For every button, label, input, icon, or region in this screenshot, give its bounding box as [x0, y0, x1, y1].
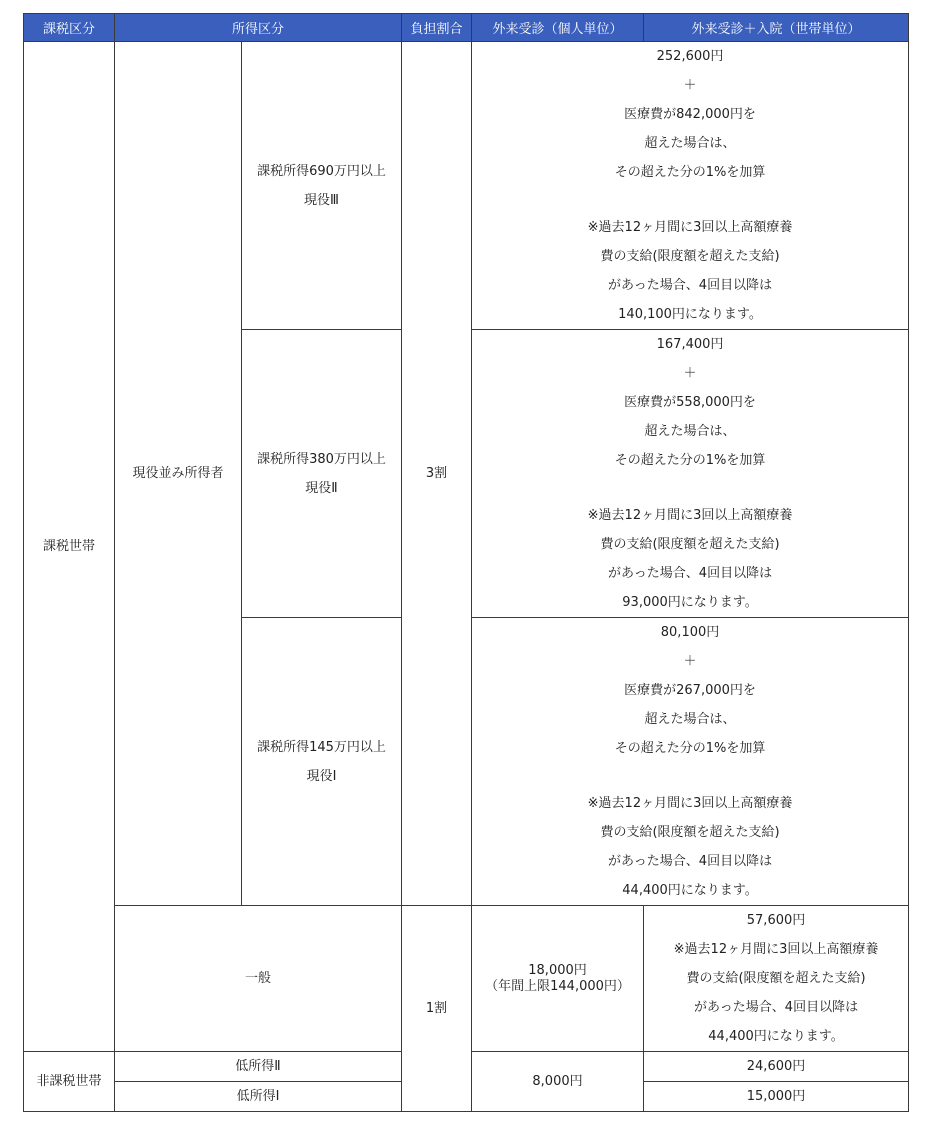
low-income-2-cell: 低所得Ⅱ [115, 1052, 402, 1082]
header-burden-rate: 負担割合 [402, 14, 472, 42]
limit-cell-genyaku-2: 167,400円 ＋ 医療費が558,000円を 超えた場合は、 その超えた分の1%を加算 ※過去12ヶ月間に3回以上高額療養 費の支給(限度額を超えた支給) があった場合、4回目以降は 93,000円になります。 [472, 330, 909, 618]
general-income-cell: 一般 [115, 906, 402, 1052]
income-cell-genyaku-1: 課税所得145万円以上 現役Ⅰ [242, 618, 402, 906]
header-outpatient-individual: 外来受診（個人単位） [472, 14, 644, 42]
general-household-cell: 57,600円 ※過去12ヶ月間に3回以上高額療養 費の支給(限度額を超えた支給) があった場合、4回目以降は 44,400円になります。 [644, 906, 909, 1052]
burden-rate-1-cell: 1割 [402, 906, 472, 1112]
income-cell-genyaku-3: 課税所得690万円以上 現役Ⅲ [242, 42, 402, 330]
low-income-1-cell: 低所得Ⅰ [115, 1082, 402, 1112]
nontaxable-outpatient-cell: 8,000円 [472, 1052, 644, 1112]
low-income-2-household-cell: 24,600円 [644, 1052, 909, 1082]
income-cell-genyaku-2: 課税所得380万円以上 現役Ⅱ [242, 330, 402, 618]
table-row [24, 42, 909, 330]
low-income-1-household-cell: 15,000円 [644, 1082, 909, 1112]
header-tax-category: 課税区分 [24, 14, 115, 42]
genyaku-income-cell: 現役並み所得者 [115, 42, 242, 906]
table-row [24, 906, 909, 1052]
header-income-category: 所得区分 [115, 14, 402, 42]
header-row [24, 14, 909, 42]
general-outpatient-cell: 18,000円 （年間上限144,000円） [472, 906, 644, 1052]
taxable-household-cell: 課税世帯 [24, 42, 115, 1052]
header-outpatient-inpatient-household: 外来受診＋入院（世帯単位） [644, 14, 909, 42]
limit-cell-genyaku-3: 252,600円 ＋ 医療費が842,000円を 超えた場合は、 その超えた分の1%を加算 ※過去12ヶ月間に3回以上高額療養 費の支給(限度額を超えた支給) があった場合、4回目以降は 140,100円になります。 [472, 42, 909, 330]
limit-cell-genyaku-1: 80,100円 ＋ 医療費が267,000円を 超えた場合は、 その超えた分の1%を加算 ※過去12ヶ月間に3回以上高額療養 費の支給(限度額を超えた支給) があった場合、4回目以降は 44,400円になります。 [472, 618, 909, 906]
high-cost-medical-table [23, 13, 909, 1112]
nontaxable-household-cell: 非課税世帯 [24, 1052, 115, 1112]
burden-rate-3-cell: 3割 [402, 42, 472, 906]
